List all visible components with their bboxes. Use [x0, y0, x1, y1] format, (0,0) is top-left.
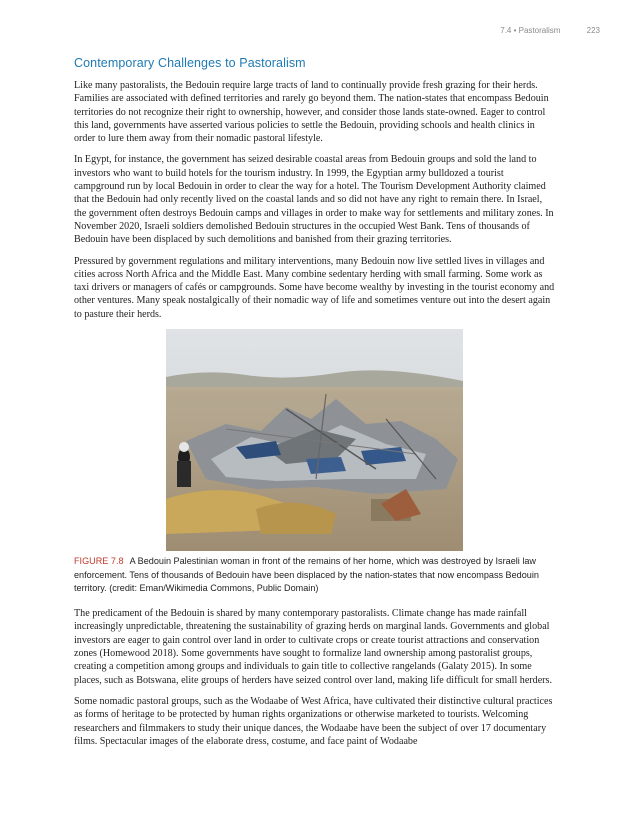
caption-text: A Bedouin Palestinian woman in front of the remains of her home, which was destroyed by Israeli law enforcement. Tens of thousands of Bedouin have been displaced by the nation-states that now encompass Bedouin territory. (credit: Eman/Wikimedia Commons, Public Domain): [74, 556, 539, 594]
running-header: [500, 26, 600, 35]
paragraph: In Egypt, for instance, the government has seized desirable coastal areas from Bedouin groups and sold the land to investors who want to build hotels for the tourism industry. In 1999, the Egyptian army bulldozed a tourist campground run by local Bedouin in order to clear the way for a hotel. The Tourism Development Authority claimed that the Bedouin had only recently lived on the coastal lands and so did not have any right to remain there. In Israel, the government often destroys Bedouin camps and villages in order to make way for settlements and military zones. In November 2020, Israeli soldiers demolished Bedouin structures in the occupied West Bank. Tens of thousands of Bedouin have been displaced by such demolitions and banished from their grazing territories.: [74, 154, 554, 246]
section-title: Contemporary Challenges to Pastoralism: [74, 56, 306, 70]
paragraph: The predicament of the Bedouin is shared by many contemporary pastoralists. Climate change has made rainfall increasingly unpredictable, threatening the sustainability of grazing herds on marginal lands. Governments and global investors are eager to gain control over land in order to cultivate crops or create tourist attractions and conservation zones (Homewood 2018). Some governments have sought to formalize land ownership among pastoralist groups, creating a competition among groups and individuals to gain title to collective rangelands (Galaty 2015). In some places, such as Botswana, elite groups of herders have seized control over land, making life difficult for small herders.: [74, 608, 552, 686]
figure-caption: [74, 555, 556, 596]
paragraph: Some nomadic pastoral groups, such as the Wodaabe of West Africa, have cultivated their distinctive cultural practices as forms of heritage to be protected by human rights organizations or otherwise marketed to tourists. Welcoming researchers and filmmakers to study their unique dances, the Wodaabe have been the subject of over 17 documentary films. Spectacular images of the elaborate dress, costume, and face paint of Wodaabe: [74, 695, 553, 747]
section-label: 7.4 • Pastoralism: [500, 26, 561, 35]
paragraph: Like many pastoralists, the Bedouin require large tracts of land to continually provide fresh grazing for their herds. Families are associated with defined territories and rarely go beyond them. The nation-states that encompass Bedouin territories do not recognize their right to ownership, however, and consider those lands state-owned. Eager to control this land, governments have asserted various policies to settle the Bedouin, providing schools and health clinics in order to lure them away from their nomadic pastoral lifestyle.: [74, 80, 549, 145]
page-number: 223: [586, 26, 600, 35]
figure-label: FIGURE 7.8: [74, 556, 124, 567]
paragraph: Pressured by government regulations and military interventions, many Bedouin now live settled lives in villages and cities across North Africa and the Middle East. Many combine sedentary herding with small farming. Some work as taxi drivers or managers of cafés or campgrounds. Some have become wealthy by investing in the tourist economy and other ventures. Many speak nostalgically of their nomadic way of life and sometimes venture out into the desert again to pasture their herds.: [74, 255, 555, 320]
figure-photo: [166, 329, 463, 551]
page-content: [74, 56, 556, 756]
